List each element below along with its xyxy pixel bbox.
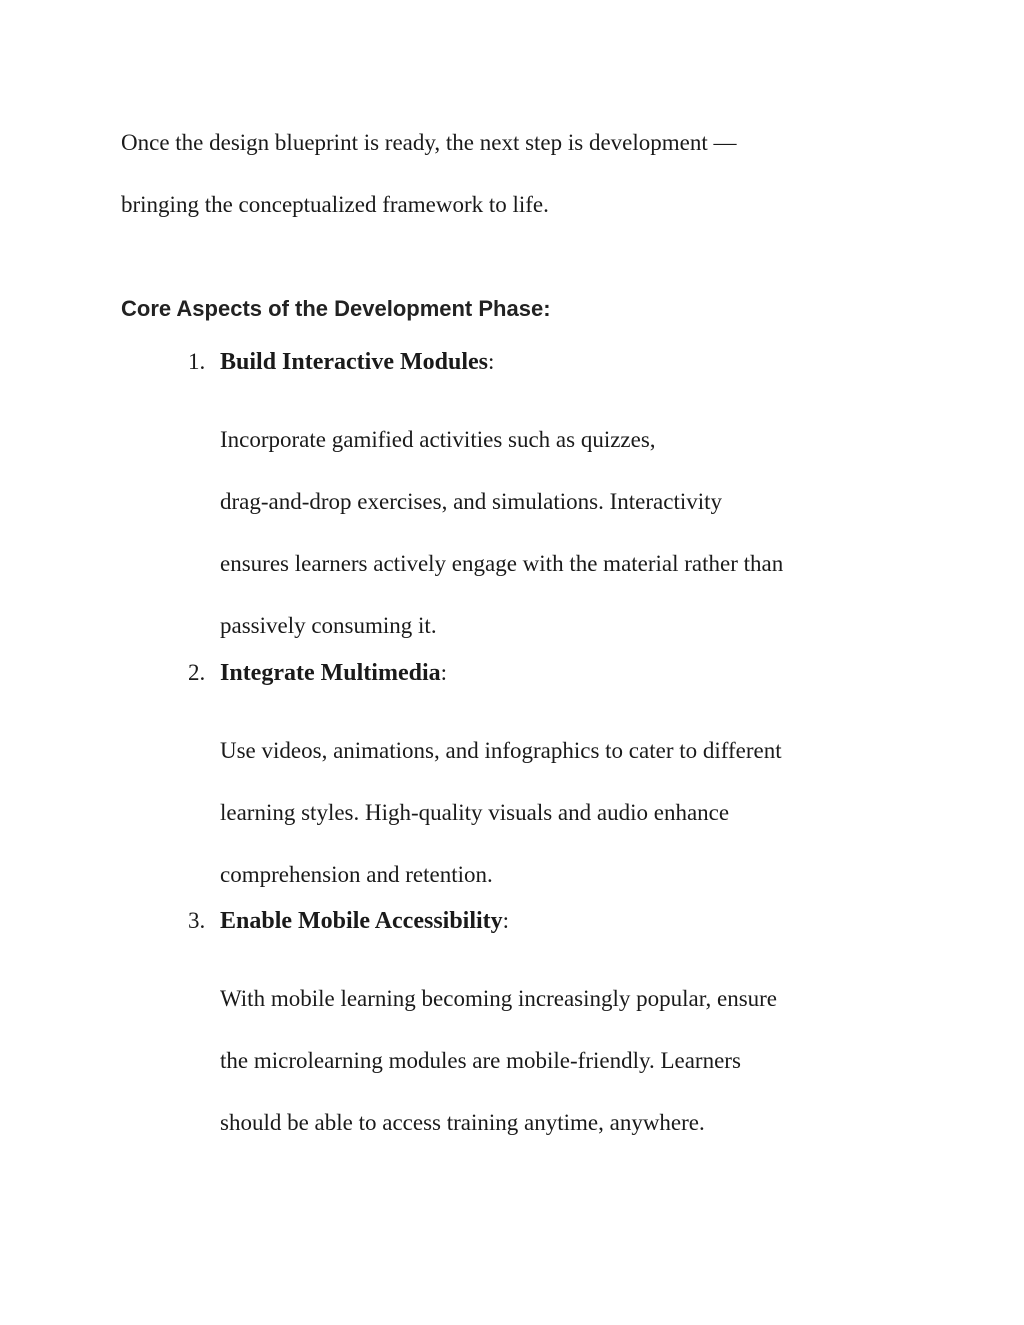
list-item-colon: :: [488, 349, 495, 374]
list-item-body-line: ensures learners actively engage with the material rather than: [220, 551, 784, 576]
list-item-build-interactive-modules: [188, 347, 948, 657]
list-item-integrate-multimedia: [188, 658, 948, 906]
list-item-title: Enable Mobile Accessibility: [220, 908, 503, 934]
list-item-body: [188, 377, 948, 657]
list-item-body-line: Incorporate gamified activities such as quizzes,: [220, 427, 656, 452]
list-item-body-line: Use videos, animations, and infographics to cater to different: [220, 738, 782, 763]
list-item-body-line: should be able to access training anytime, anywhere.: [220, 1110, 705, 1135]
list-item-body-line: drag-and-drop exercises, and simulations. Interactivity: [220, 489, 723, 514]
list-item-header: [188, 347, 948, 377]
intro-line: bringing the conceptualized framework to life.: [121, 192, 549, 217]
section-heading: Core Aspects of the Development Phase:: [121, 296, 551, 321]
list-item-body-line: passively consuming it.: [220, 613, 437, 638]
intro-line: Once the design blueprint is ready, the next step is development —: [121, 130, 737, 155]
list-item-header: [188, 906, 948, 936]
list-item-body-line: With mobile learning becoming increasingly popular, ensure: [220, 986, 778, 1011]
list-item-body-line: the microlearning modules are mobile-friendly. Learners: [220, 1048, 741, 1073]
list-item-body: [188, 936, 948, 1154]
list-item-colon: :: [502, 908, 510, 933]
list-item-body-line: comprehension and retention.: [220, 862, 493, 887]
list-item-number: 3.: [188, 908, 206, 933]
list-item-colon: :: [440, 660, 448, 685]
list-item-enable-mobile-accessibility: [188, 906, 948, 1154]
list-item-number: 1.: [188, 349, 206, 374]
list-item-title: Integrate Multimedia: [220, 660, 441, 686]
list-item-header: [188, 658, 948, 688]
list-item-body-line: learning styles. High-quality visuals and audio enhance: [220, 800, 730, 825]
list-item-body: [188, 688, 948, 906]
list-item-title: Build Interactive Modules: [220, 349, 488, 375]
intro-paragraph: [121, 112, 921, 236]
list-item-number: 2.: [188, 660, 206, 685]
